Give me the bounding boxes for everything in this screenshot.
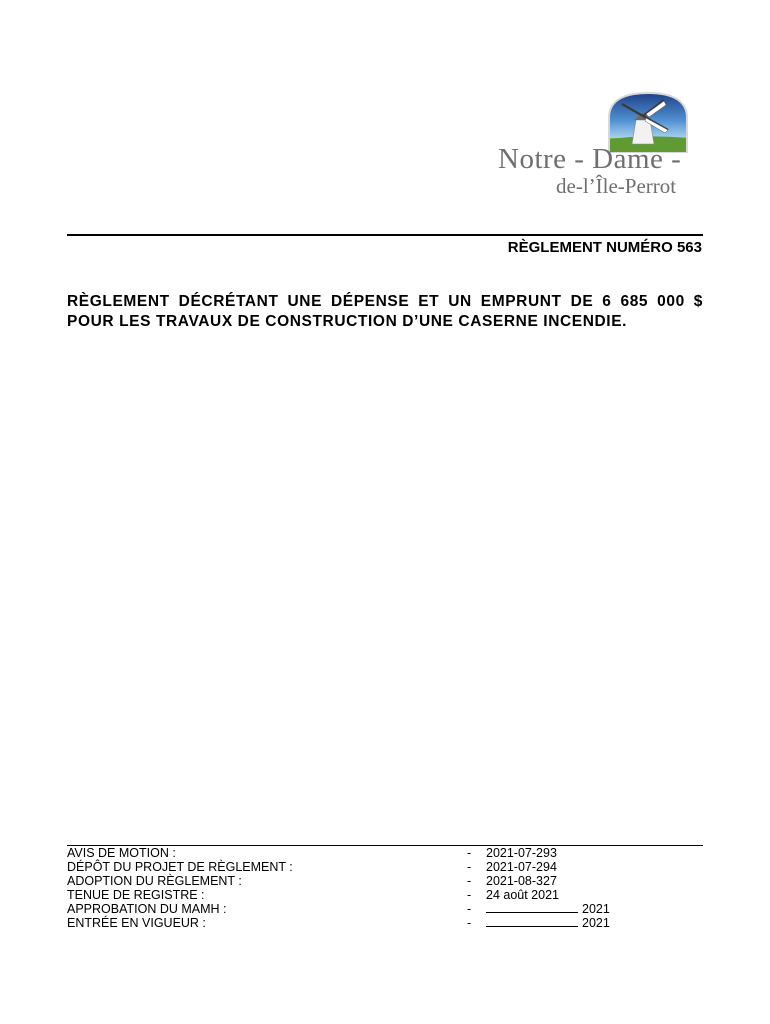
step-dash: - [467,902,472,916]
step-value-text: 2021-08-327 [486,874,557,888]
step-label: ENTRÉE EN VIGUEUR : [67,916,206,930]
procedure-steps [67,846,627,930]
step-dash: - [467,860,472,874]
step-value [486,916,610,930]
step-dash: - [467,874,472,888]
logo-name-line2: de-l’Île-Perrot [556,174,677,198]
regulation-number: RÈGLEMENT NUMÉRO 563 [507,239,702,256]
step-label: ADOPTION DU RÈGLEMENT : [67,874,242,888]
step-row [67,916,627,930]
step-value-text: 2021 [582,902,610,916]
step-label: APPROBATION DU MAMH : [67,902,227,916]
step-dash: - [467,846,472,860]
top-divider [67,234,703,236]
step-row [67,846,627,860]
step-value-text: 24 août 2021 [486,888,559,902]
regulation-title: RÈGLEMENT DÉCRÉTANT UNE DÉPENSE ET UN EMPRUNT DE 6 685 000 $ POUR LES TRAVAUX DE CONSTRUCTION D’UNE CASERNE INCENDIE. [67,293,703,330]
blank-line [486,916,578,927]
step-value [486,888,559,902]
step-value [486,874,557,888]
blank-line [486,902,578,913]
step-label: AVIS DE MOTION : [67,846,176,860]
step-row [67,860,627,874]
step-row [67,888,627,902]
step-value-text: 2021 [582,916,610,930]
step-dash: - [467,888,472,902]
logo-name-line1: Notre - Dame - [498,143,682,175]
step-value-text: 2021-07-294 [486,860,557,874]
step-label: TENUE DE REGISTRE : [67,888,205,902]
step-value-text: 2021-07-293 [486,846,557,860]
step-value [486,846,557,860]
step-row [67,902,627,916]
step-value [486,860,557,874]
step-label: DÉPÔT DU PROJET DE RÈGLEMENT : [67,860,293,874]
step-row [67,874,627,888]
step-dash: - [467,916,472,930]
step-value [486,902,610,916]
